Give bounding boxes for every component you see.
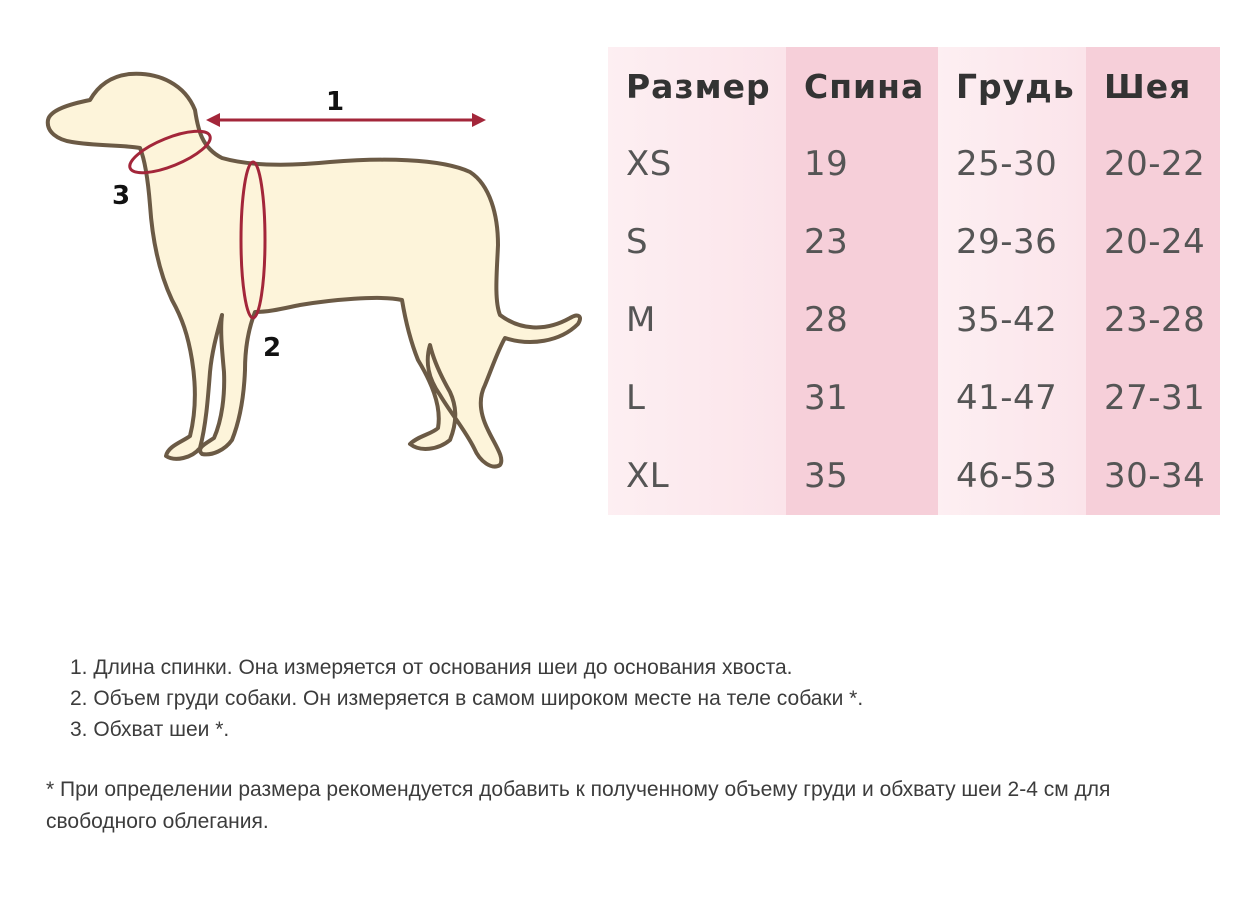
table-cell: 29-36 <box>956 222 1058 262</box>
table-cell: 19 <box>804 144 849 184</box>
table-cell: 25-30 <box>956 144 1058 184</box>
table-cell: 46-53 <box>956 456 1058 496</box>
back-length-arrow <box>206 113 486 127</box>
measurement-notes <box>70 652 1170 745</box>
footnote: * При определении размера рекомендуется добавить к полученному объему груди и обхвату шеи 2-4 см для свободного облегания. <box>46 778 1111 833</box>
header-chest: Грудь <box>956 66 1075 106</box>
note-back-length: 1. Длина спинки. Она измеряется от основания шеи до основания хвоста. <box>70 656 793 679</box>
table-cell: XL <box>626 456 670 496</box>
table-cell: 31 <box>804 378 849 418</box>
header-neck: Шея <box>1104 66 1192 106</box>
table-cell: 23-28 <box>1104 300 1206 340</box>
note-chest-girth: 2. Объем груди собаки. Он измеряется в самом широком месте на теле собаки *. <box>70 687 864 710</box>
marker-1-label: 1 <box>326 87 345 117</box>
table-cell: S <box>626 222 649 262</box>
table-cell: 30-34 <box>1104 456 1206 496</box>
marker-3-label: 3 <box>112 181 131 211</box>
dog-measurement-diagram <box>30 60 600 480</box>
table-cell: 35 <box>804 456 849 496</box>
size-table <box>608 47 1220 515</box>
dog-silhouette <box>48 74 580 467</box>
table-cell: M <box>626 300 656 340</box>
header-size: Размер <box>626 66 771 106</box>
table-cell: 20-22 <box>1104 144 1206 184</box>
table-cell: 28 <box>804 300 849 340</box>
marker-2-label: 2 <box>263 333 282 363</box>
note-neck-girth: 3. Обхват шеи *. <box>70 718 230 741</box>
table-cell: 20-24 <box>1104 222 1206 262</box>
table-cell: L <box>626 378 646 418</box>
table-cell: 27-31 <box>1104 378 1206 418</box>
table-cell: 23 <box>804 222 849 262</box>
table-cell: 35-42 <box>956 300 1058 340</box>
header-back: Спина <box>804 66 925 106</box>
table-cell: XS <box>626 144 672 184</box>
table-cell: 41-47 <box>956 378 1058 418</box>
